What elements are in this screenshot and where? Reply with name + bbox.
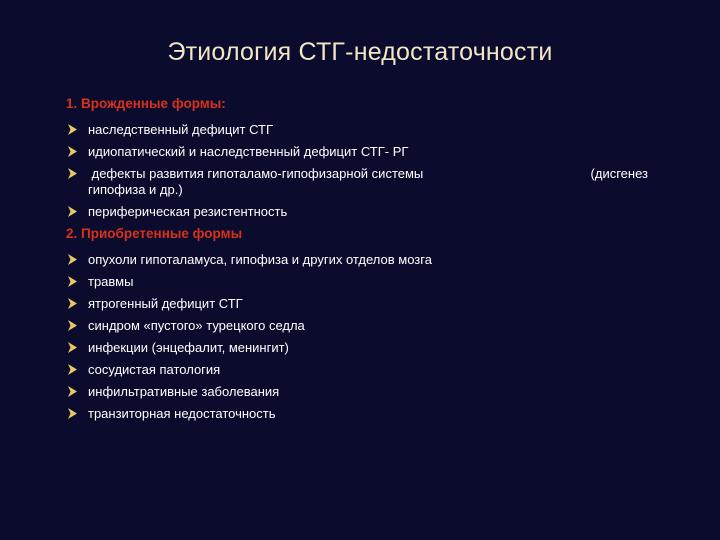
- list-item-text: сосудистая патология: [88, 362, 221, 377]
- arrowhead-bullet-icon: [68, 168, 77, 179]
- list-item-line: [88, 166, 648, 182]
- list-item-text: травмы: [88, 274, 134, 289]
- arrowhead-bullet-icon: [68, 254, 77, 265]
- list-item: [66, 122, 666, 138]
- arrowhead-bullet-icon: [68, 342, 77, 353]
- list-item-continuation: гипофиза и др.): [88, 182, 183, 197]
- arrowhead-bullet-icon: [68, 298, 77, 309]
- arrowhead-bullet-icon: [68, 276, 77, 287]
- list-item: [66, 144, 666, 160]
- list-item: [66, 406, 666, 422]
- list-item-text: ятрогенный дефицит СТГ: [88, 296, 243, 311]
- list-item-text: инфекции (энцефалит, менингит): [88, 340, 289, 355]
- arrowhead-bullet-icon: [68, 386, 77, 397]
- list-item-text: наследственный дефицит СТГ: [88, 122, 274, 137]
- list-item: [66, 340, 666, 356]
- list-item: [66, 362, 666, 378]
- arrowhead-bullet-icon: [68, 320, 77, 331]
- slide-title: Этиология СТГ-недостаточности: [167, 38, 553, 66]
- arrowhead-bullet-icon: [68, 364, 77, 375]
- arrowhead-bullet-icon: [68, 408, 77, 419]
- list-item-text: транзиторная недостаточность: [88, 406, 276, 421]
- list-item-text: синдром «пустого» турецкого седла: [88, 318, 305, 333]
- acquired-heading: 2. Приобретенные формы: [66, 226, 243, 241]
- arrowhead-bullet-icon: [68, 146, 77, 157]
- congenital-heading: 1. Врожденные формы:: [66, 96, 226, 111]
- acquired-list: [66, 252, 666, 422]
- list-item-text: дефекты развития гипоталамо-гипофизарной системы: [88, 166, 424, 181]
- arrowhead-bullet-icon: [68, 206, 77, 217]
- list-item-text: опухоли гипоталамуса, гипофиза и других отделов мозга: [88, 252, 432, 267]
- arrowhead-bullet-icon: [68, 124, 77, 135]
- list-item: [66, 318, 666, 334]
- slide-content: [66, 96, 666, 428]
- list-item-tail: (дисгенез: [590, 166, 648, 181]
- list-item-text: идиопатический и наследственный дефицит СТГ- РГ: [88, 144, 409, 159]
- list-item-text: инфильтративные заболевания: [88, 384, 280, 399]
- list-item-text: периферическая резистентность: [88, 204, 288, 219]
- congenital-list: [66, 122, 666, 220]
- list-item: [66, 296, 666, 312]
- list-item: [66, 384, 666, 400]
- list-item: [66, 274, 666, 290]
- list-item: [66, 252, 666, 268]
- list-item: [66, 166, 666, 198]
- list-item: [66, 204, 666, 220]
